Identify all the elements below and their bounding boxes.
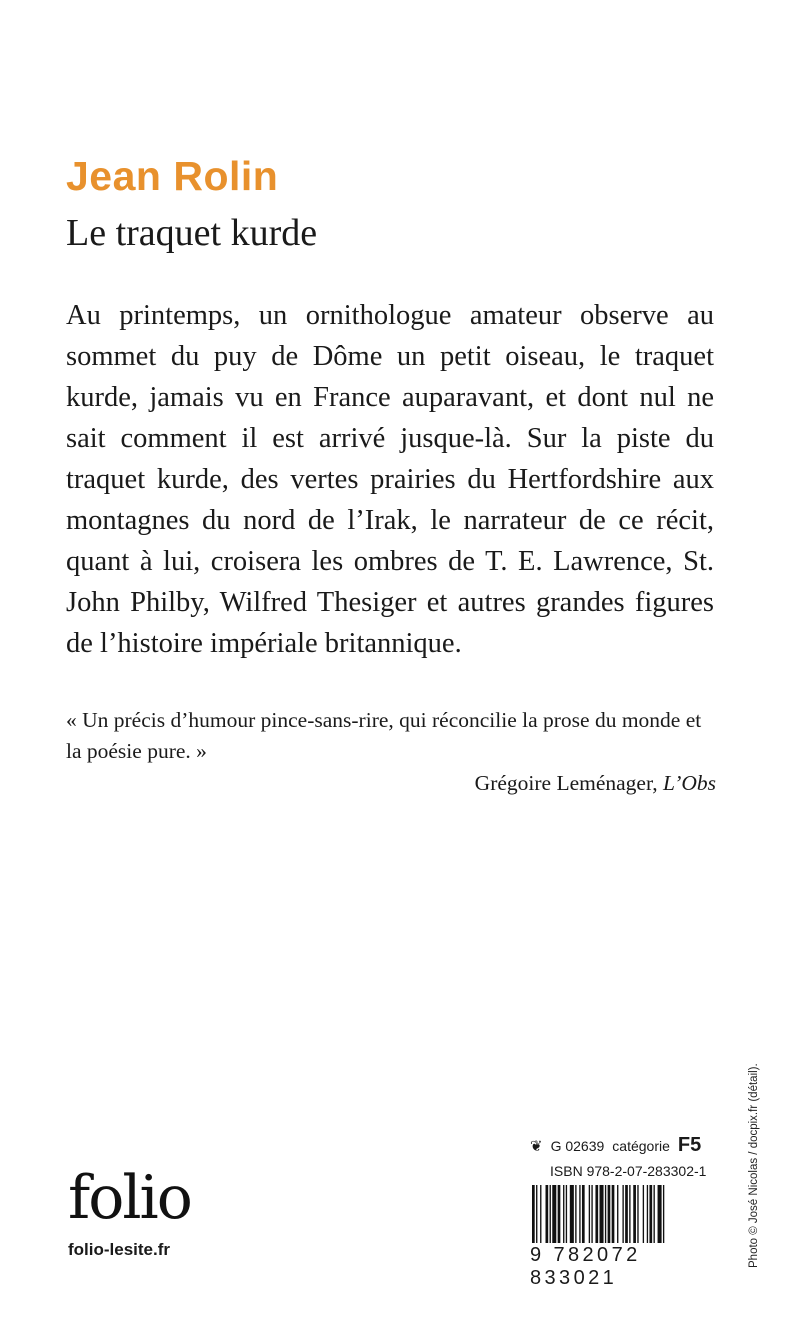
barcode-bar: [546, 1185, 549, 1243]
barcode-bar: [591, 1185, 592, 1243]
barcode-bar: [570, 1185, 574, 1243]
barcode-bar: [629, 1185, 630, 1243]
barcode-bar: [532, 1185, 535, 1243]
barcode-bar: [558, 1185, 561, 1243]
book-title: Le traquet kurde: [66, 212, 318, 254]
book-summary: Au printemps, un ornithologue amateur observe au sommet du puy de Dôme un petit oiseau, le traquet kurde, jamais vu en France auparavant, et dont nul ne sait comment il est arrivé jusque-là. Sur la piste du traquet kurde, des vertes prairies du Hertfordshire aux montagnes du nord de l’Irak, le narrateur de ce récit, quant à lui, croisera les ombres de T. E. Lawrence, St. John Philby, Wilfred Thesiger et autres grandes figures de l’histoire impériale britannique.: [66, 300, 714, 659]
publisher-website: folio-lesite.fr: [68, 1240, 171, 1259]
barcode-bar: [608, 1185, 611, 1243]
barcode-bars: [530, 1185, 716, 1243]
press-quote: « Un précis d’humour pince-sans-rire, qui réconcilie la prose du monde et la poésie pure. »: [66, 708, 702, 763]
photo-credit: Photo © José Nicolas / docpix.fr (détail).: [748, 1063, 760, 1268]
category-code: F5: [677, 1134, 702, 1156]
folio-logo: folio: [68, 1163, 191, 1233]
catalog-reference: G 02639: [550, 1138, 605, 1154]
barcode-bar: [663, 1185, 664, 1243]
press-quote-attribution: [475, 768, 716, 799]
barcode-bar: [622, 1185, 623, 1243]
barcode-bar: [575, 1185, 576, 1243]
barcode-digits: 9 782072 833021: [530, 1244, 641, 1289]
barcode-bar: [633, 1185, 636, 1243]
barcode-bar: [612, 1185, 615, 1243]
barcode-bar: [582, 1185, 585, 1243]
barcode-bar: [649, 1185, 652, 1243]
barcode-bar: [563, 1185, 564, 1243]
isbn-number: ISBN 978-2-07-283302-1: [550, 1163, 707, 1179]
barcode-bar: [566, 1185, 567, 1243]
quote-author: Grégoire Leménager,: [474, 771, 658, 795]
category-label: catégorie: [612, 1138, 670, 1154]
barcode-bar: [579, 1185, 580, 1243]
barcode-bar: [540, 1185, 541, 1243]
barcode-bar: [617, 1185, 618, 1243]
barcode-bar: [658, 1185, 662, 1243]
barcode-bar: [600, 1185, 604, 1243]
barcode-bar: [589, 1185, 590, 1243]
barcode-bar: [536, 1185, 537, 1243]
barcode-bar: [643, 1185, 644, 1243]
barcode-bar: [605, 1185, 606, 1243]
barcode-bar: [625, 1185, 628, 1243]
barcode-bar: [647, 1185, 648, 1243]
quote-publication: L’Obs: [663, 771, 716, 795]
barcode-bar: [637, 1185, 638, 1243]
barcode-bar: [550, 1185, 551, 1243]
barcode-bar: [552, 1185, 556, 1243]
ornament-icon: ❦: [530, 1138, 543, 1155]
catalog-info: [530, 1134, 716, 1157]
author-name: Jean Rolin: [66, 153, 279, 199]
barcode-bar: [595, 1185, 598, 1243]
barcode-bar: [654, 1185, 655, 1243]
